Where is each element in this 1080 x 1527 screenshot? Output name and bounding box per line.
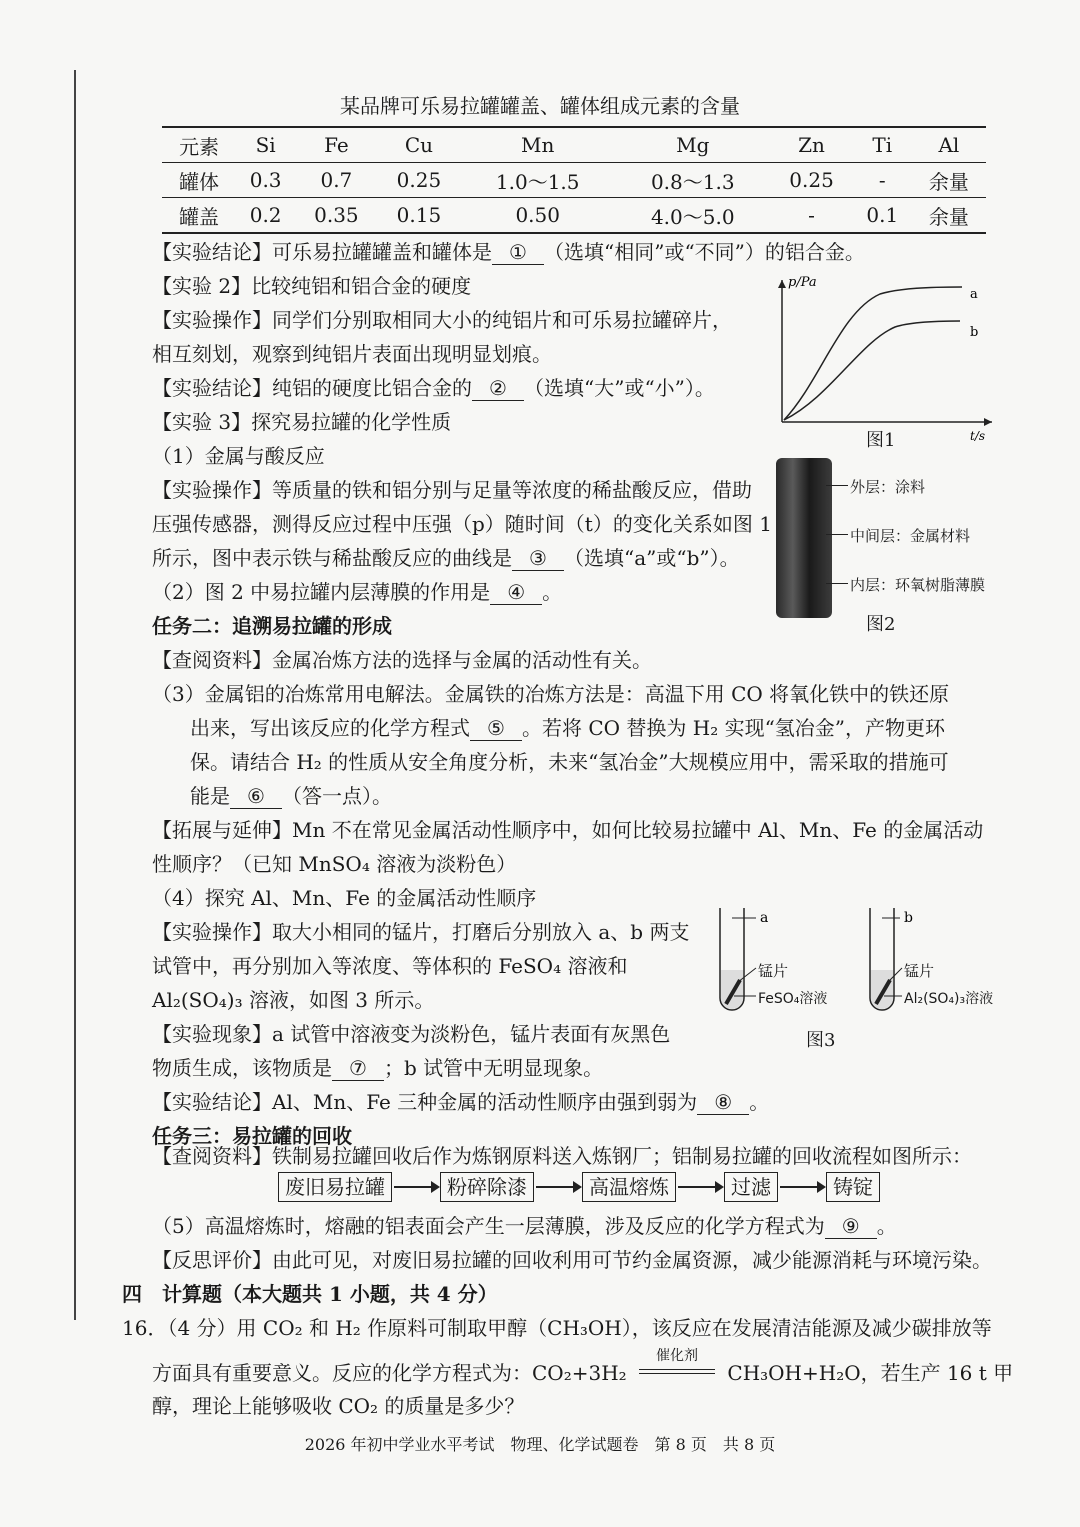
question-3-cont xyxy=(190,716,945,741)
arrow-icon xyxy=(780,1186,824,1188)
question-16-end: 醇，理论上能够吸收 CO₂ 的质量是多少？ xyxy=(152,1394,525,1418)
text: 物质生成，该物质是 xyxy=(152,1056,332,1080)
table-cell: 0.1 xyxy=(853,198,912,234)
table-cell: Mg xyxy=(615,127,770,163)
tube-b-label: b xyxy=(904,910,913,926)
phenomenon: 【实验现象】a 试管中溶液变为淡粉色，锰片表面有灰黑色 xyxy=(152,1022,671,1046)
task-3-title: 任务三：易拉罐的回收 xyxy=(152,1124,352,1148)
outer-layer-label: 外层：涂料 xyxy=(850,478,926,496)
leader-line xyxy=(826,583,848,584)
table-cell: Cu xyxy=(378,127,461,163)
text: 。 xyxy=(542,580,563,604)
equals-line xyxy=(639,1369,715,1370)
answer-blank-7[interactable]: ⑦ xyxy=(332,1056,384,1081)
text: 能是 xyxy=(190,784,230,808)
composition-table xyxy=(162,126,986,234)
question-2 xyxy=(152,580,562,605)
text: 方面具有重要意义。反应的化学方程式为：CO₂+3H₂ xyxy=(152,1361,627,1385)
table-cell: 0.15 xyxy=(378,198,461,234)
recycling-flow xyxy=(278,1172,880,1202)
table-cell: 罐盖 xyxy=(162,198,236,234)
table-cell: Mn xyxy=(460,127,615,163)
middle-layer-label: 中间层：金属材料 xyxy=(850,527,971,545)
x-arrow-icon xyxy=(984,418,992,426)
answer-blank-4[interactable]: ④ xyxy=(490,580,542,605)
answer-blank-3[interactable]: ③ xyxy=(512,546,564,571)
table-cell: Si xyxy=(236,127,295,163)
question-3: （3）金属铝的冶炼常用电解法。金属铁的冶炼方法是：高温下用 CO 将氧化铁中的铁还原 xyxy=(152,682,950,706)
table-cell: Al xyxy=(912,127,986,163)
conclusion-2 xyxy=(152,376,715,401)
conclusion-1 xyxy=(152,240,865,265)
text: ；b 试管中无明显现象。 xyxy=(384,1056,604,1080)
text: 【实验结论】纯铝的硬度比铝合金的 xyxy=(152,376,472,400)
figure-3-caption: 图3 xyxy=(806,1030,836,1051)
question-3-end xyxy=(190,784,392,809)
curve-a xyxy=(784,287,962,420)
arrow-icon xyxy=(394,1186,438,1188)
flow-step: 粉碎除漆 xyxy=(440,1172,534,1202)
phenomenon-cont xyxy=(152,1056,603,1081)
operation-4-cont: 试管中，再分别加入等浓度、等体积的 FeSO₄ 溶液和 xyxy=(152,954,628,978)
page-footer: 2026 年初中学业水平考试 物理、化学试题卷 第 8 页 共 8 页 xyxy=(304,1435,776,1454)
table-cell: 0.7 xyxy=(320,168,353,192)
table-cell: Zn xyxy=(770,127,853,163)
leader-line xyxy=(826,485,848,486)
extension: 【拓展与延伸】Mn 不在常见金属活动性顺序中，如何比较易拉罐中 Al、Mn、Fe 的金属活动 xyxy=(152,818,984,842)
x-axis-label: t/s xyxy=(970,429,986,443)
answer-blank-5[interactable]: ⑤ xyxy=(470,716,522,741)
y-arrow-icon xyxy=(778,280,786,288)
text: 出来，写出该反应的化学方程式 xyxy=(190,716,470,740)
flow-step: 过滤 xyxy=(724,1172,778,1202)
table-cell: - xyxy=(770,198,853,234)
table-cell: 0.35 xyxy=(295,198,378,234)
text: （答一点）。 xyxy=(282,784,392,808)
reflection: 【反思评价】由此可见，对废旧易拉罐的回收利用可节约金属资源，减少能源消耗与环境污染。 xyxy=(152,1248,992,1272)
table-cell: 罐体 xyxy=(179,169,220,194)
reference-2: 【查阅资料】铁制易拉罐回收后作为炼钢原料送入炼钢厂；铝制易拉罐的回收流程如图所示： xyxy=(152,1144,972,1168)
flow-step: 高温熔炼 xyxy=(582,1172,676,1202)
table-cell: 4.0～5.0 xyxy=(615,198,770,234)
operation-4-end: Al₂(SO₄)₃ 溶液，如图 3 所示。 xyxy=(152,988,435,1012)
text: （2）图 2 中易拉罐内层薄膜的作用是 xyxy=(152,580,491,604)
answer-blank-8[interactable]: ⑧ xyxy=(697,1090,749,1115)
operation-4: 【实验操作】取大小相同的锰片，打磨后分别放入 a、b 两支 xyxy=(152,920,690,944)
question-1: （1）金属与酸反应 xyxy=(152,444,325,468)
extension-cont: 性顺序？（已知 MnSO₄ 溶液为淡粉色） xyxy=(152,852,517,876)
table-cell: 0.3 xyxy=(249,168,282,192)
tube-a-label: a xyxy=(760,910,769,926)
table-cell: Fe xyxy=(295,127,378,163)
arrow-icon xyxy=(536,1186,580,1188)
text: 。若将 CO 替换为 H₂ 实现“氢冶金”，产物更环 xyxy=(522,716,946,740)
table-header-row xyxy=(162,127,986,163)
leader-line xyxy=(826,534,848,535)
operation-2-cont: 相互刻划，观察到纯铝片表面出现明显划痕。 xyxy=(152,342,552,366)
table-cell: 0.2 xyxy=(236,198,295,234)
reference-1: 【查阅资料】金属冶炼方法的选择与金属的活动性有关。 xyxy=(152,648,652,672)
figure-2-caption: 图2 xyxy=(866,614,896,635)
question-16: 16．（4 分）用 CO₂ 和 H₂ 作原料可制取甲醇（CH₃OH），该反应在发展清洁能源及减少碳排放等 xyxy=(122,1316,992,1340)
question-4: （4）探究 Al、Mn、Fe 的金属活动性顺序 xyxy=(152,886,537,910)
question-5 xyxy=(152,1214,897,1239)
catalyst-label: 催化剂 xyxy=(656,1348,699,1364)
text: （选填“相同”或“不同”）的铝合金。 xyxy=(544,240,865,264)
question-16-cont xyxy=(152,1348,1014,1385)
curve-b-label: b xyxy=(970,325,979,340)
can-cross-section-image xyxy=(776,458,832,618)
table-cell: 余量 xyxy=(928,169,969,194)
curve-b xyxy=(784,321,960,420)
table-cell: 0.8～1.3 xyxy=(650,169,735,194)
operation-3-end xyxy=(152,546,740,571)
solution-b xyxy=(871,970,893,1009)
text: （选填“a”或“b”）。 xyxy=(564,546,740,570)
table-cell: 余量 xyxy=(912,198,986,234)
table-cell: 0.25 xyxy=(396,168,442,192)
solution-label-a: FeSO₄溶液 xyxy=(758,991,828,1007)
table-title: 某品牌可乐易拉罐罐盖、罐体组成元素的含量 xyxy=(340,94,740,118)
equals-line xyxy=(639,1373,715,1374)
answer-blank-6[interactable]: ⑥ xyxy=(230,784,282,809)
solution-a xyxy=(721,970,743,1009)
equation-arrow xyxy=(639,1348,715,1380)
text: （5）高温熔炼时，熔融的铝表面会产生一层薄膜，涉及反应的化学方程式为 xyxy=(152,1214,825,1238)
question-3-cont-2: 保。请结合 H₂ 的性质从安全角度分析，未来“氢冶金”大规模应用中，需采取的措施可 xyxy=(190,750,949,774)
text: 。 xyxy=(749,1090,770,1114)
operation-3-cont: 压强传感器，测得反应过程中压强（p）随时间（t）的变化关系如图 1 xyxy=(152,512,772,536)
section-4-title: 四 计算题（本大题共 1 小题，共 4 分） xyxy=(122,1282,498,1306)
arrow-icon xyxy=(678,1186,722,1188)
experiment-3-title: 【实验 3】探究易拉罐的化学性质 xyxy=(152,410,452,434)
text: 【实验结论】可乐易拉罐罐盖和罐体是 xyxy=(152,240,492,264)
margin-line xyxy=(74,70,76,1320)
figure-1-graph xyxy=(770,272,1000,452)
text: 所示，图中表示铁与稀盐酸反应的曲线是 xyxy=(152,546,512,570)
text: （选填“大”或“小”）。 xyxy=(524,376,715,400)
flow-step: 铸锭 xyxy=(826,1172,880,1202)
operation-2: 【实验操作】同学们分别取相同大小的纯铝片和可乐易拉罐碎片， xyxy=(152,308,732,332)
answer-blank-2[interactable]: ② xyxy=(472,376,524,401)
table-cell: 1.0～1.5 xyxy=(495,169,580,194)
table-row xyxy=(162,163,986,198)
table-cell: 元素 xyxy=(162,127,236,163)
text: 【实验结论】Al、Mn、Fe 三种金属的活动性顺序由强到弱为 xyxy=(152,1090,698,1114)
inner-layer-label: 内层：环氧树脂薄膜 xyxy=(850,576,986,594)
answer-blank-1[interactable]: ① xyxy=(492,240,544,265)
table-cell: - xyxy=(878,168,886,192)
operation-3: 【实验操作】等质量的铁和铝分别与足量等浓度的稀盐酸反应，借助 xyxy=(152,478,752,502)
table-cell: 0.50 xyxy=(460,198,615,234)
manganese-label-b: 锰片 xyxy=(904,962,935,980)
manganese-label-a: 锰片 xyxy=(758,962,789,980)
answer-blank-9[interactable]: ⑨ xyxy=(825,1214,877,1239)
text: CH₃OH+H₂O，若生产 16 t 甲 xyxy=(727,1361,1014,1385)
table-cell: Ti xyxy=(853,127,912,163)
experiment-2-title: 【实验 2】比较纯铝和铝合金的硬度 xyxy=(152,274,472,298)
curve-a-label: a xyxy=(970,287,978,302)
conclusion-4 xyxy=(152,1090,769,1115)
figure-1-caption: 图1 xyxy=(866,430,896,451)
solution-label-b: Al₂(SO₄)₃溶液 xyxy=(904,991,994,1007)
text: 。 xyxy=(876,1214,897,1238)
flow-step: 废旧易拉罐 xyxy=(278,1172,392,1202)
table-cell: 0.25 xyxy=(789,168,834,192)
y-axis-label: p/Pa xyxy=(788,275,817,290)
task-2-title: 任务二：追溯易拉罐的形成 xyxy=(152,614,392,638)
table-row xyxy=(162,198,986,234)
